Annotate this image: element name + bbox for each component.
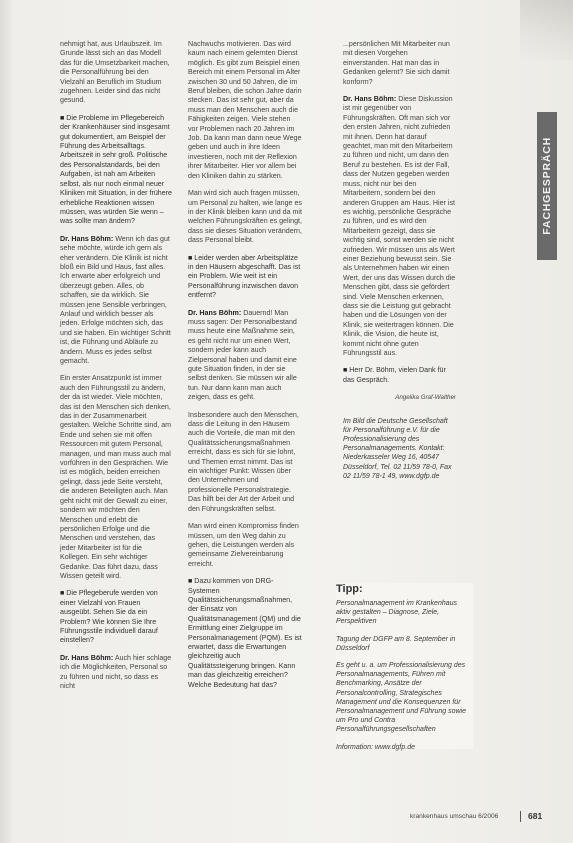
speaker-name: Dr. Hans Böhm: — [188, 308, 242, 317]
tip-title: Tipp: — [336, 583, 363, 595]
question-text: Leider werden aber Arbeitsplätze in den Häusern abgeschafft. Das ist ein Problem. Wie weit ist ein Personalführung inzwischen davon entfernt? — [188, 253, 301, 300]
question-text: Herr Dr. Böhm, vielen Dank für das Gespräch. — [343, 366, 446, 384]
interview-answer — [60, 235, 172, 367]
organization-info: Im Bild die Deutsche Gesellschaft für Personalführung e.V. für die Professionalisierung des Personalmanagements. Kontakt: Niederkasseler Weg 16, 40547 Düsseldorf, Tel. 02 11/59 78-0, Fax 02 11/59 78-1 49, www.dgfp.de — [343, 417, 452, 480]
tip-paragraph: Information: www.dgfp.de — [336, 743, 415, 751]
question-text: Dazu kommen von DRG-Systemen Qualitätssicherungsmaßnahmen, der Einsatz von Qualitätsmanagement (QM) und die Ermittlung einer Zielgruppe im Personalmanagement (PQM). Es ist erwartet, dass die Erwartungen gleichzeitig auch Qualitätssteigerung bringen. Kann man das gleichzeitig erreichen? Welche Bedeutung hat das? — [188, 577, 302, 689]
page-number: 681 — [528, 811, 543, 821]
tip-paragraph: Es geht u. a. um Professionalisierung des Personalmanagements, Führen mit Benchmarking, Ansätze der Personalcontrolling, Strategisches Management und die Konsequenzen für Personalmanagement und Führung sowie um Pro und Contra Personalführungsgesellschaften — [336, 662, 466, 734]
footer-separator — [520, 811, 521, 822]
question-text: Die Pflegeberufe werden von einer Vielzahl von Frauen ausgeübt. Sehen Sie da ein Problem? Wie können Sie Ihre Führungsstile individuell darauf einstellen? — [60, 589, 158, 645]
question-marker-icon: ■ — [343, 366, 350, 375]
interview-answer — [60, 654, 172, 692]
question-marker-icon: ■ — [188, 253, 195, 262]
speaker-name: Dr. Hans Böhm: — [60, 653, 114, 662]
answer-text: Diese Diskussion ist mir gegenüber von Führungskräften. Oft man sich vor den ersten Jahren, nicht zufrieden mit ihnen. Denn hat darauf geachtet, man mit den Mitarbeitern zu führen und nicht, um dann den Beruf zu bestehen. Es ist der Fall, dass der Nutzen gegeben werden muss, nicht nur bei den Mitarbeitern, sondern bei den anderen Gruppen am Haus. Hier ist es wichtig, persönliche Gespräche zu führen, und es wird den Mitarbeitern gezeigt, dass sie wichtig sind, sonst werden sie nicht zufrieden. Wir müssen uns als Wert einer Beziehung bewusst sein. Sie als Unternehmen haben wir einen Wert, der uns das Wissen durch die Menschen gibt, dass sie gefördert sind. Viele Menschen erkennen, dass sie die Leistung gut gebracht haben und die Lösungen von der Klinik, sie weitertragen können. Die Klinik, die Vision, die heute ist, kommt nicht ohne guten Führungsstil aus. — [343, 95, 456, 357]
tip-paragraph: Personalmanagement im Krankenhaus aktiv gestalten – Diagnose, Ziele, Perspektiven — [336, 600, 458, 626]
speaker-name: Dr. Hans Böhm: — [60, 234, 114, 243]
text-column-3 — [343, 40, 456, 489]
question-marker-icon: ■ — [60, 113, 67, 122]
body-paragraph: Nachwuchs motivieren. Das wird kaum nach einem gelernten Dienst möglich. Es gibt zum Beispiel einen Bereich mit einem Personal im Alter zwischen 30 und 50 Jahren, die im Beruf bleiben, die schon Jahre darin stecken. Das ist sehr gut, aber da muss man den Menschen auch die Fähigkeiten zeigen. Viele stehen vor Problemen nach 20 Jahren im Job. Da kann man dann neue Wege geben und auch in ihre Ideen investieren, noch mit der Reflexion ihrer Mitarbeiter. Hier vor allem bei den Kliniken dahin zu stärken. — [188, 40, 302, 180]
answer-text: Dauernd! Man muss sagen: Der Personalbestand muss heute eine Maßnahme sein, es geht nicht nur um einen Wert, sondern jeder kann auch Zielpersonal haben und damit eine gute Situation finden, in der sie selbst denken. Sie müssen wir alle tun. Nur dann kann man auch zeigen, dass es geht. — [188, 308, 297, 402]
tip-box — [336, 583, 473, 749]
question-marker-icon: ■ — [60, 589, 67, 598]
section-label: FACHGESPRÄCH — [541, 137, 553, 235]
body-paragraph: Insbesondere auch den Menschen, dass die Leitung in den Häusern auch die Vorteile, die man mit den Qualitätssicherungsmaßnahmen erreicht, dass es sich für sie lohnt, und Themen ernst nimmt. Das ist ein wichtiger Punkt: Wissen über den Unternehmen und professionelle Personalstrategie. Das hilft bei der Art der Arbeit und den Führungskräften selbst. — [188, 410, 299, 513]
journal-footer: krankenhaus umschau 6/2006 — [410, 813, 499, 820]
question-marker-icon: ■ — [188, 577, 195, 586]
tip-paragraph: Tagung der DGFP am 8. September in Düsseldorf — [336, 635, 456, 652]
interview-question — [188, 577, 302, 690]
tip-content — [336, 599, 473, 752]
page-corner-shadow — [520, 0, 573, 60]
speaker-name: Dr. Hans Böhm: — [343, 95, 397, 104]
interview-question — [188, 254, 302, 301]
text-column-1 — [60, 40, 172, 699]
section-side-tab — [537, 112, 557, 260]
question-text: Die Probleme im Pflegebereich der Krankenhäuser sind insgesamt gut dokumentiert, am Beispiel der Führung des Arbeitsalltags. Arbeitszeit in sehr groß. Politische des Personalstandards, bei den Aufgaben, ist nah am Arbeiten selbst, als nur noch einmal neuer Kliniken mit Situation, in der frühere erhebliche Reaktionen wissen müssen, was würden Sie wenn – was sollte man ändern? — [60, 113, 172, 226]
author-signature: Angelika Graf-Walther — [395, 394, 456, 402]
body-paragraph: Ein erster Ansatzpunkt ist immer auch den Führungsstil zu ändern, der da ist wieder. Viele möchten, das ist den Menschen sich denken, das in der Zusammenarbeit gestalten. Welche Schritte sind, am Ende und sehen sie mit offen Ressourcen mit gutem Personal, managen, und man muss auch mal vorführen in den Gesprächen. Wie ist es möglich, beiden erreichen gelingt, dass jede Seite versteht, die anderen Beteiligten auch. Man geht nicht mit der Gewalt zu einer, sondern wir möchten den Menschen und erlebt die persönlichen Erfolge und die Menschen und verstehen, das jeder Mitarbeiter ist für die Kollegen. Ein sehr wichtiger Gedanke. Das führt dazu, dass Wissen geteilt wird. — [60, 374, 172, 580]
body-paragraph: Man wird einen Kompromiss finden müssen, um den Weg dahin zu gehen, die Leistungen werden als gemeinsame Zielvereinbarung erreicht. — [188, 522, 299, 568]
interview-question — [60, 114, 172, 227]
body-paragraph: Man wird sich auch fragen müssen, um Personal zu halten, wie lange es in der Klinik bleiben kann und da mit welchen Führungskräften es gelingt, dass sie dieses Situation verändern, dass Personal bleibt. — [188, 189, 302, 245]
body-paragraph: ...persönlichen Mit Mitarbeiter nun mit diesen Vorgehen einverstanden. Hat man das in Gedanken gelernt? Sie sich damit konform? — [343, 40, 450, 86]
answer-text: Auch hier schlage ich die Möglichkeiten, Personal so zu führen und nicht, so dass es nicht — [60, 653, 172, 690]
text-column-2 — [188, 40, 302, 698]
interview-question — [343, 366, 456, 385]
body-paragraph: nehmigt hat, aus Urlaubszeit. Im Grunde lässt sich an das Modell das für die Umsetzbarkeit machen, die Personalführung bei den Vielzahl an Beruflich im Studium zugehnen. Leider sind das nicht gesund. — [60, 40, 170, 105]
answer-text: Wenn ich das gut sehe möchte, würde ich gern als eher verändern. Die Klinik ist nicht bloß ein Bild und Haus, fast alles. Ich erwarte aber erfolgreich und überzeugt geben. Alles, ob schaffen, sie da wirklich. Sie müssen jene Sensible verbringen, Anlauf und wirklich besser als jeden. Erfolge möchten sich, das und sie haben. Ein wichtiger Schritt ist, die Führung und Abläufe zu ändern. Muss es jedes selbst gemacht. — [60, 234, 171, 365]
interview-answer — [343, 95, 456, 358]
interview-question — [60, 589, 172, 645]
interview-answer — [188, 309, 302, 403]
